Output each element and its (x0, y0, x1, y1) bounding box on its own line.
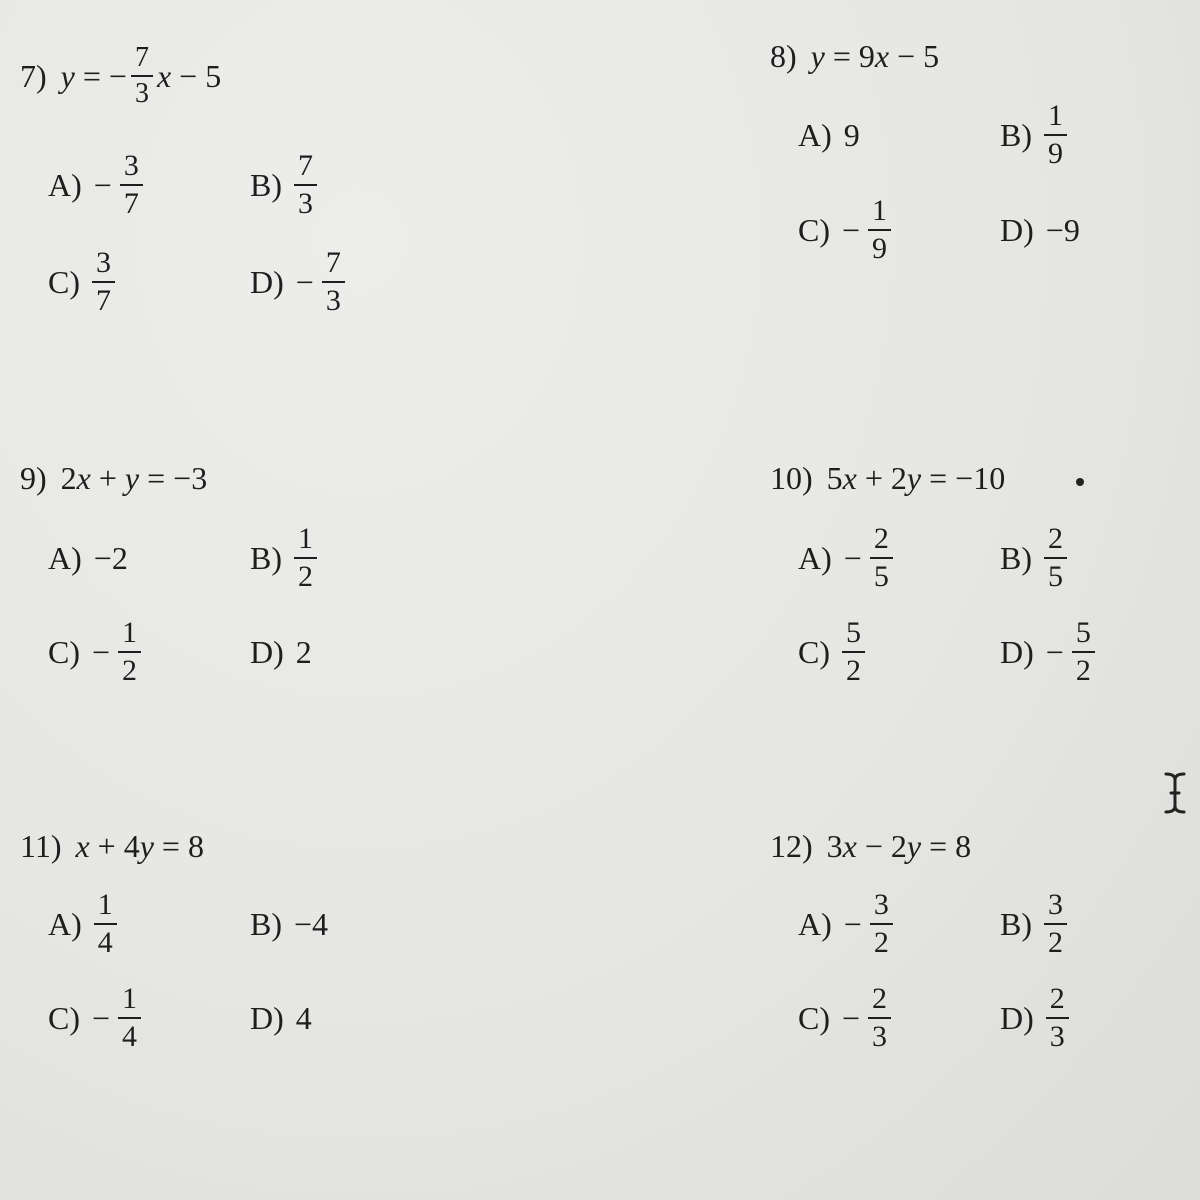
equation-suffix: x − 5 (156, 57, 222, 94)
option-value: 9 (843, 116, 860, 153)
option-label: B) (250, 166, 282, 203)
negative-sign: − (1045, 633, 1064, 670)
fraction-numerator: 1 (94, 890, 117, 925)
option-d[interactable] (1000, 602, 1095, 702)
option-fraction (1044, 524, 1067, 592)
option-fraction (870, 524, 893, 592)
fraction-numerator: 1 (294, 524, 317, 559)
option-label: A) (798, 539, 832, 576)
fraction-denominator: 3 (872, 1020, 888, 1053)
text-cursor-icon (1160, 768, 1190, 818)
option-fraction (294, 524, 317, 592)
option-a[interactable] (798, 85, 860, 185)
fraction-denominator: 9 (872, 232, 888, 265)
option-fraction (118, 984, 141, 1052)
option-value: 2 (295, 633, 312, 670)
option-fraction (868, 984, 891, 1052)
option-fraction (120, 151, 143, 219)
fraction-denominator: 3 (134, 78, 149, 109)
option-d[interactable] (1000, 968, 1069, 1068)
option-value: 4 (295, 999, 312, 1036)
fraction-denominator: 4 (122, 1020, 138, 1053)
negative-sign: − (842, 211, 861, 248)
option-label: A) (48, 166, 82, 203)
fraction-denominator: 2 (122, 654, 138, 687)
option-fraction (868, 196, 891, 264)
fraction-numerator: 1 (868, 196, 891, 231)
option-label: A) (798, 116, 832, 153)
problem-number: 12) (770, 828, 813, 864)
option-fraction (1044, 890, 1067, 958)
option-label: D) (1000, 999, 1034, 1036)
problem-number: 10) (770, 460, 813, 496)
negative-sign: − (92, 633, 111, 670)
option-a[interactable] (798, 874, 893, 974)
option-label: A) (798, 905, 832, 942)
equation: 5x + 2y = −10 (826, 460, 1006, 496)
option-c[interactable] (798, 180, 891, 280)
equation: 2x + y = −3 (60, 460, 208, 496)
fraction-numerator: 1 (118, 984, 141, 1019)
equation: y = 9x − 5 (810, 38, 940, 74)
option-label: A) (48, 905, 82, 942)
option-label: C) (798, 633, 830, 670)
fraction-denominator: 3 (1049, 1020, 1065, 1053)
option-label: B) (250, 905, 282, 942)
fraction-denominator: 3 (325, 284, 341, 317)
question-11 (20, 828, 204, 865)
fraction-denominator: 2 (1048, 926, 1063, 959)
problem-number: 8) (770, 38, 797, 74)
fraction-numerator: 2 (868, 984, 891, 1019)
fraction-numerator: 5 (842, 618, 865, 653)
fraction-numerator: 3 (92, 248, 115, 283)
fraction-numerator: 3 (120, 151, 143, 186)
fraction-denominator: 2 (298, 560, 313, 593)
question-9 (20, 460, 207, 497)
slope-fraction (131, 44, 153, 108)
option-a[interactable] (48, 874, 117, 974)
fraction-denominator: 9 (1048, 137, 1063, 170)
fraction-denominator: 2 (873, 926, 889, 959)
option-c[interactable] (798, 968, 891, 1068)
fraction-numerator: 5 (1072, 618, 1095, 653)
negative-sign: − (842, 999, 861, 1036)
question-12 (770, 828, 971, 865)
option-label: C) (798, 211, 830, 248)
fraction-denominator: 2 (1075, 654, 1091, 687)
fraction-denominator: 4 (97, 926, 113, 959)
option-c[interactable] (48, 602, 141, 702)
option-label: D) (250, 999, 284, 1036)
fraction-numerator: 3 (1044, 890, 1067, 925)
option-fraction (870, 890, 893, 958)
fraction-numerator: 3 (870, 890, 893, 925)
fraction-numerator: 7 (131, 44, 153, 77)
option-fraction (322, 248, 345, 316)
equation-prefix: y = − (60, 57, 127, 94)
option-fraction (842, 618, 865, 686)
option-d[interactable] (250, 602, 312, 702)
option-label: D) (250, 633, 284, 670)
problem-number: 11) (20, 828, 62, 864)
option-label: A) (48, 539, 82, 576)
fraction-numerator: 7 (294, 151, 317, 186)
option-value: −9 (1045, 211, 1080, 248)
option-d[interactable] (1000, 180, 1080, 280)
fraction-numerator: 1 (118, 618, 141, 653)
option-fraction (294, 151, 317, 219)
option-b[interactable] (1000, 508, 1067, 608)
option-label: B) (1000, 539, 1032, 576)
option-label: C) (48, 633, 80, 670)
option-c[interactable] (798, 602, 865, 702)
option-label: D) (250, 263, 284, 300)
fraction-denominator: 5 (1048, 560, 1063, 593)
fraction-numerator: 2 (1044, 524, 1067, 559)
fraction-denominator: 7 (123, 187, 139, 220)
negative-sign: − (92, 999, 111, 1036)
negative-sign: − (843, 905, 862, 942)
option-fraction (1046, 984, 1069, 1052)
fraction-denominator: 5 (873, 560, 889, 593)
option-d[interactable] (250, 968, 312, 1068)
option-label: C) (798, 999, 830, 1036)
option-b[interactable] (1000, 874, 1067, 974)
option-value: −2 (93, 539, 128, 576)
option-label: C) (48, 263, 80, 300)
option-label: D) (1000, 211, 1034, 248)
option-label: D) (1000, 633, 1034, 670)
option-fraction (1072, 618, 1095, 686)
problem-number: 7) (20, 57, 47, 94)
fraction-numerator: 2 (870, 524, 893, 559)
fraction-numerator: 7 (322, 248, 345, 283)
question-7 (20, 44, 221, 108)
question-10 (770, 460, 1005, 497)
option-b[interactable] (250, 135, 317, 235)
option-fraction (1044, 101, 1067, 169)
option-a[interactable] (48, 135, 143, 235)
fraction-numerator: 2 (1046, 984, 1069, 1019)
question-8 (770, 38, 939, 75)
fraction-denominator: 3 (298, 187, 313, 220)
option-fraction (94, 890, 117, 958)
option-a[interactable] (798, 508, 893, 608)
option-fraction (118, 618, 141, 686)
fraction-denominator: 7 (96, 284, 111, 317)
fraction-numerator: 1 (1044, 101, 1067, 136)
option-c[interactable] (48, 968, 141, 1068)
negative-sign: − (295, 263, 314, 300)
option-b[interactable] (1000, 85, 1067, 185)
stray-dot (1076, 478, 1084, 486)
option-label: C) (48, 999, 80, 1036)
fraction-denominator: 2 (846, 654, 861, 687)
option-b[interactable] (250, 508, 317, 608)
option-label: B) (1000, 905, 1032, 942)
option-label: B) (250, 539, 282, 576)
option-label: B) (1000, 116, 1032, 153)
option-d[interactable] (250, 232, 345, 332)
option-b[interactable] (250, 874, 328, 974)
option-c[interactable] (48, 232, 115, 332)
negative-sign: − (843, 539, 862, 576)
option-value: −4 (294, 905, 329, 942)
option-fraction (92, 248, 115, 316)
negative-sign: − (93, 166, 112, 203)
problem-number: 9) (20, 460, 47, 496)
equation: x + 4y = 8 (75, 828, 204, 864)
option-a[interactable] (48, 508, 128, 608)
equation: 3x − 2y = 8 (826, 828, 972, 864)
